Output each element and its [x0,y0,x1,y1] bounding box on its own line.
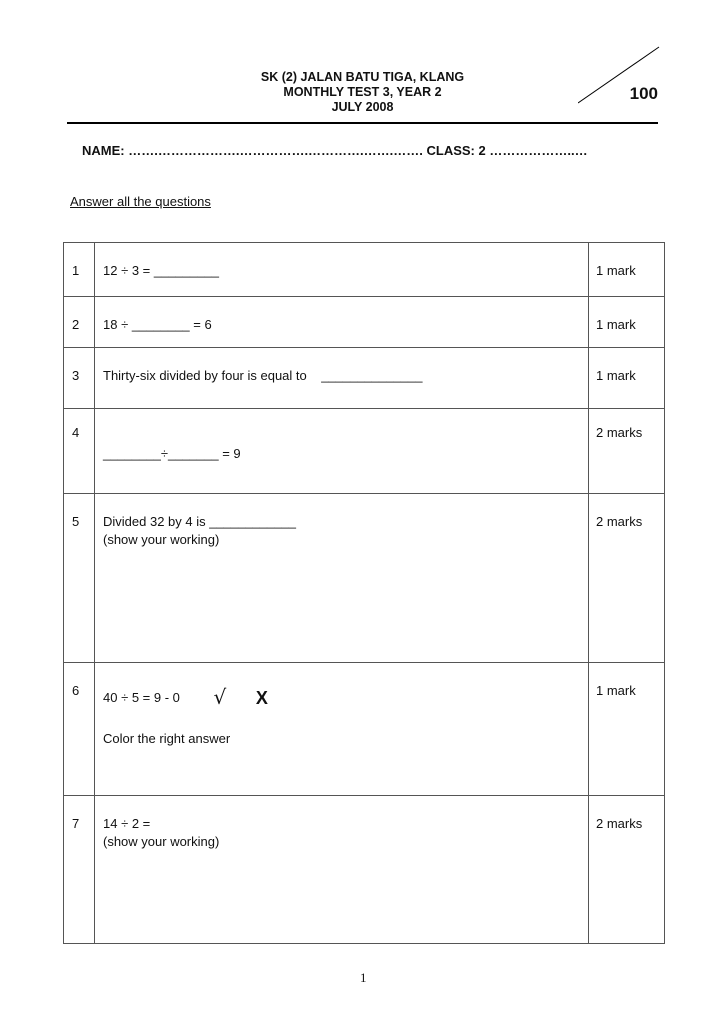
name-class-line: NAME: …….……………….…………….………….…….……. CLASS: 2 ………………..… [82,143,588,158]
question-subtext: (show your working) [103,532,220,547]
cross-answer-option[interactable]: X [255,688,268,708]
question-marks: 1 mark [589,663,665,796]
question-row [64,494,665,663]
question-subtext: (show your working) [103,834,220,849]
question-row [64,663,665,796]
question-number: 4 [64,409,95,494]
question-row [64,796,665,944]
question-text: ________÷_______ = 9 [103,446,241,461]
question-row [64,297,665,348]
question-number: 6 [64,663,95,796]
question-number: 1 [64,243,95,297]
question-number: 3 [64,348,95,409]
test-date: JULY 2008 [331,100,394,114]
total-score: 100 [629,84,658,103]
instructions: Answer all the questions [70,194,211,209]
question-number: 7 [64,796,95,944]
question-text: Thirty-six divided by four is equal to ______________ [103,368,423,383]
question-text: 12 ÷ 3 = _________ [103,263,219,278]
question-marks: 1 mark [589,243,665,297]
question-subtext: Color the right answer [103,731,231,746]
question-marks: 2 marks [589,494,665,663]
question-marks: 2 marks [589,409,665,494]
question-marks: 1 mark [589,348,665,409]
question-row [64,243,665,297]
question-number: 5 [64,494,95,663]
test-title: MONTHLY TEST 3, YEAR 2 [283,85,442,99]
question-marks: 2 marks [589,796,665,944]
question-number: 2 [64,297,95,348]
page-number: 1 [360,970,367,985]
question-text: Divided 32 by 4 is ____________ [103,514,296,529]
question-text: 40 ÷ 5 = 9 - 0 [103,690,180,705]
question-text: 14 ÷ 2 = [103,816,151,831]
questions-table [63,242,665,944]
question-row [64,409,665,494]
question-row [64,348,665,409]
question-text: 18 ÷ ________ = 6 [103,317,212,332]
tick-answer-option[interactable]: √ [213,685,227,709]
header-divider [67,122,658,124]
question-marks: 1 mark [589,297,665,348]
school-name: SK (2) JALAN BATU TIGA, KLANG [260,70,465,84]
